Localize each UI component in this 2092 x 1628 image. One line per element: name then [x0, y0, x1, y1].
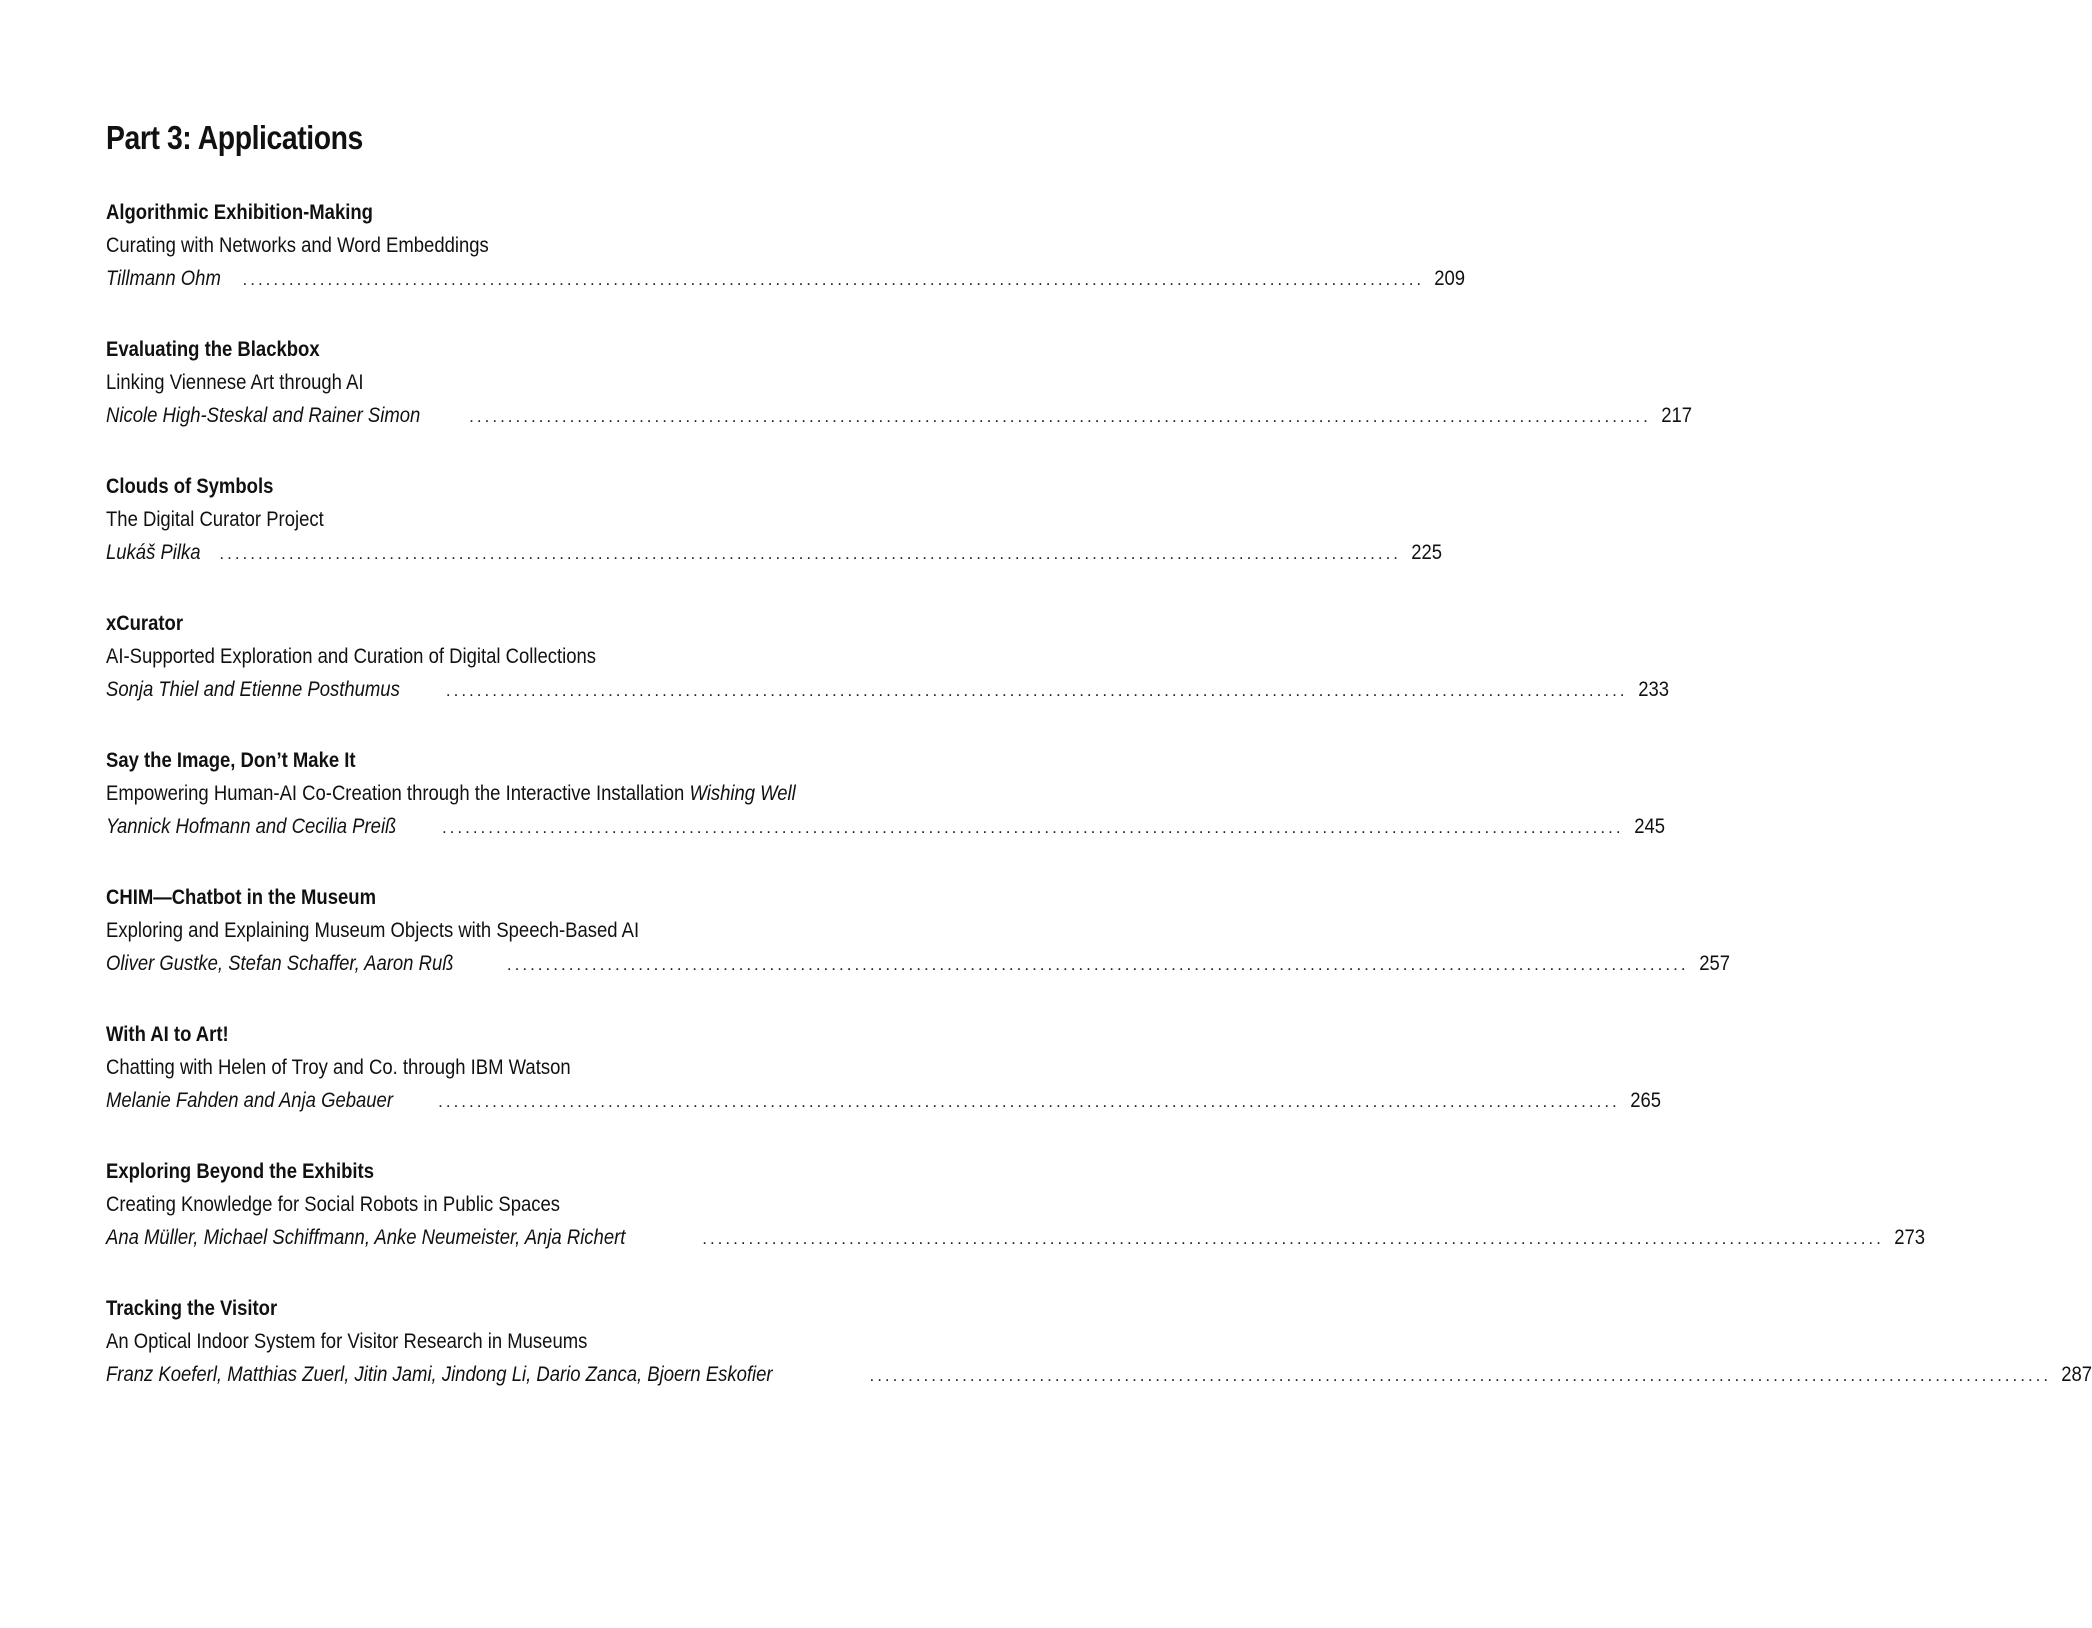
toc-entry [106, 333, 1692, 432]
toc-entry [106, 607, 1669, 706]
dot-leader: ......................................................................................................................................................... [441, 818, 1624, 837]
entry-subtitle [106, 777, 924, 810]
entry-authors: Franz Koeferl, Matthias Zuerl, Jitin Jami, Jindong Li, Dario Zanca, Bjoern Eskofier [106, 1363, 773, 1386]
dot-leader: ......................................................................................................................................................... [219, 544, 1402, 563]
entry-page-number: 245 [1633, 815, 1665, 838]
entry-title: Say the Image, Don’t Make It [106, 749, 356, 772]
entry-subtitle-text: Chatting with Helen of Troy and Co. through IBM Watson [106, 1056, 571, 1079]
dot-leader: ......................................................................................................................................................... [506, 955, 1689, 974]
dot-leader: ......................................................................................................................................................... [469, 407, 1651, 426]
entry-title: xCurator [106, 612, 184, 635]
entry-author-line [106, 262, 1466, 295]
toc-page [106, 118, 2092, 1429]
entry-subtitle [106, 1325, 924, 1358]
part-title: Part 3: Applications [106, 119, 363, 156]
entry-subtitle [106, 229, 924, 262]
entry-subtitle [106, 1051, 924, 1084]
toc-entry [106, 744, 1665, 843]
entry-subtitle [106, 503, 924, 536]
entry-author-line [106, 536, 1443, 569]
entry-authors: Melanie Fahden and Anja Gebauer [106, 1089, 393, 1112]
dot-leader: ......................................................................................................................................................... [702, 1229, 1884, 1248]
entry-page-number: 209 [1434, 267, 1466, 290]
entry-authors: Tillmann Ohm [106, 267, 221, 290]
entry-subtitle-text: AI-Supported Exploration and Curation of Digital Collections [106, 645, 596, 668]
entry-author-line [106, 810, 1665, 843]
entry-authors: Yannick Hofmann and Cecilia Preiß [106, 815, 397, 838]
entry-title: Evaluating the Blackbox [106, 338, 320, 361]
toc-entry [106, 1018, 1661, 1117]
entry-page-number: 273 [1894, 1226, 1925, 1249]
entry-title: Tracking the Visitor [106, 1297, 278, 1320]
entry-page-number: 233 [1637, 678, 1669, 701]
entry-subtitle [106, 366, 924, 399]
toc-entry [106, 1292, 2092, 1391]
entry-subtitle-text: Empowering Human-AI Co-Creation through the Interactive Installation [106, 782, 690, 805]
entry-subtitle [106, 1188, 924, 1221]
entry-author-line [106, 1084, 1661, 1117]
entry-title: CHIM—Chatbot in the Museum [106, 886, 377, 909]
dot-leader: ......................................................................................................................................................... [438, 1092, 1620, 1111]
entry-author-line [106, 947, 1730, 980]
entry-subtitle-text: Curating with Networks and Word Embeddings [106, 234, 489, 257]
entry-title: With AI to Art! [106, 1023, 229, 1046]
entry-authors: Nicole High-Steskal and Rainer Simon [106, 404, 421, 427]
entry-authors: Ana Müller, Michael Schiffmann, Anke Neumeister, Anja Richert [106, 1226, 626, 1249]
entry-title: Algorithmic Exhibition-Making [106, 201, 373, 224]
entry-subtitle-text: Exploring and Explaining Museum Objects with Speech-Based AI [106, 919, 640, 942]
entry-page-number: 225 [1411, 541, 1443, 564]
entry-authors: Oliver Gustke, Stefan Schaffer, Aaron Ruß [106, 952, 454, 975]
entry-subtitle-text: An Optical Indoor System for Visitor Research in Museums [106, 1330, 588, 1353]
toc-entry [106, 1155, 1925, 1254]
dot-leader: ......................................................................................................................................................... [869, 1366, 2052, 1385]
entry-subtitle-text: Linking Viennese Art through AI [106, 371, 364, 394]
dot-leader: ......................................................................................................................................................... [445, 681, 1628, 700]
entry-author-line [106, 1221, 1925, 1254]
entry-authors: Sonja Thiel and Etienne Posthumus [106, 678, 400, 701]
dot-leader: ......................................................................................................................................................... [242, 270, 1425, 289]
entry-subtitle [106, 914, 924, 947]
entry-subtitle-text: The Digital Curator Project [106, 508, 324, 531]
entry-page-number: 257 [1698, 952, 1730, 975]
toc-entry [106, 196, 1466, 295]
entry-subtitle-text: Creating Knowledge for Social Robots in Public Spaces [106, 1193, 561, 1216]
entry-title: Clouds of Symbols [106, 475, 274, 498]
entry-subtitle-italic: Wishing Well [689, 782, 796, 805]
entry-author-line [106, 673, 1669, 706]
entry-author-line [106, 1358, 2092, 1391]
entry-page-number: 217 [1661, 404, 1692, 427]
entry-page-number: 265 [1629, 1089, 1661, 1112]
entry-page-number: 287 [2061, 1363, 2092, 1386]
toc-entry [106, 470, 1443, 569]
entry-authors: Lukáš Pilka [106, 541, 201, 564]
entry-subtitle [106, 640, 924, 673]
entry-title: Exploring Beyond the Exhibits [106, 1160, 374, 1183]
entry-author-line [106, 399, 1692, 432]
toc-entry [106, 881, 1730, 980]
